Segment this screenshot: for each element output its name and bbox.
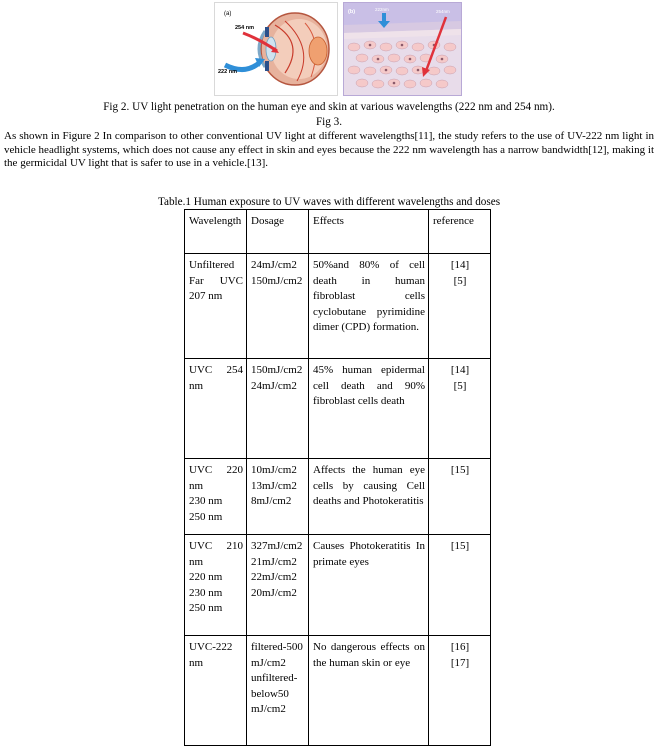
reference-value: [14] [450, 364, 470, 376]
wavelength-value: 250 nm [189, 602, 223, 614]
table-row [185, 636, 491, 746]
reference-value: [17] [450, 656, 470, 669]
dosage-value: 20mJ/cm2 [251, 586, 297, 599]
dosage-value: 10mJ/cm2 [251, 464, 297, 476]
dosage-value: 150mJ/cm2 [251, 274, 303, 287]
skin-diagram-panel [343, 2, 462, 96]
reference-value: [5] [453, 274, 467, 287]
dosage-value: 13mJ/cm2 [251, 479, 297, 492]
reference-value: [14] [450, 259, 470, 271]
cell-effects: Affects the human eye cells by causing Cell deaths and Photokeratitis [309, 459, 429, 535]
skin-illustration [344, 3, 461, 95]
cell-effects: No dangerous effects on the human skin or eye [309, 636, 429, 746]
eye-diagram-panel [214, 2, 338, 96]
reference-value: [5] [453, 379, 467, 392]
panel-b-label: (b) [348, 9, 356, 15]
cell-reference [429, 254, 491, 359]
wavelength-value: UVC 210 nm [189, 540, 243, 568]
cell-dosage [247, 535, 309, 636]
uv-exposure-table [184, 209, 491, 746]
panel-a-label: (a) [224, 11, 232, 17]
table-row [185, 359, 491, 459]
wavelength-value: 230 nm [189, 586, 223, 599]
header-dosage: Dosage [247, 210, 309, 254]
cell-wavelength: UVC 254 nm [185, 359, 247, 459]
table-row [185, 254, 491, 359]
cell-dosage [247, 254, 309, 359]
cell-effects: 45% human epidermal cell death and 90% fibroblast cells death [309, 359, 429, 459]
label-222nm: 222 nm [218, 69, 237, 75]
wavelength-value: 250 nm [189, 510, 223, 523]
figure-2 [214, 2, 462, 96]
table-row [185, 459, 491, 535]
dosage-value: 21mJ/cm2 [251, 555, 297, 568]
header-effects: Effects [309, 210, 429, 254]
cell-reference [429, 459, 491, 535]
figure-2-caption: Fig 2. UV light penetration on the human eye and skin at various wavelengths (222 nm and 254 nm). [103, 101, 555, 113]
reference-value: [16] [450, 641, 470, 653]
cell-wavelength: Unfiltered Far UVC 207 nm [185, 254, 247, 359]
cell-wavelength [185, 459, 247, 535]
cell-wavelength: UVC-222 nm [185, 636, 247, 746]
figure-3-caption: Fig 3. [315, 116, 343, 128]
cell-wavelength [185, 535, 247, 636]
cell-effects: Causes Photokeratitis In primate eyes [309, 535, 429, 636]
label-222nm-skin: 222nm [375, 7, 389, 12]
header-wavelength: Wavelength [185, 210, 247, 254]
wavelength-value: 220 nm [189, 571, 223, 583]
reference-value: [15] [450, 540, 470, 552]
table-caption: Table.1 Human exposure to UV waves with different wavelengths and doses [157, 196, 501, 208]
label-254nm: 254 nm [235, 25, 254, 31]
dosage-value: filtered-500 mJ/cm2 [251, 641, 303, 669]
wavelength-value: 230 nm [189, 495, 223, 507]
table-header-row [185, 210, 491, 254]
reference-value: [15] [450, 464, 470, 476]
cell-dosage [247, 459, 309, 535]
header-reference: reference [429, 210, 491, 254]
dosage-value: 24mJ/cm2 [251, 259, 297, 271]
cell-effects: 50%and 80% of cell death in human fibroblast cells cyclobutane pyrimidine dimer (CPD) formation. [309, 254, 429, 359]
dosage-value: 327mJ/cm2 [251, 540, 303, 552]
cell-dosage [247, 359, 309, 459]
dosage-value: unfiltered-below50 mJ/cm2 [251, 672, 298, 715]
dosage-value: 150mJ/cm2 [251, 364, 303, 376]
eye-illustration [215, 3, 337, 95]
wavelength-value: UVC 220 nm [189, 464, 243, 492]
dosage-value: 24mJ/cm2 [251, 379, 297, 392]
body-paragraph: As shown in Figure 2 In comparison to other conventional UV light at different wavelengths[11], the study refers to the use of UV-222 nm light in vehicle headlight systems, which does not cause any effect in skin and eyes because the 222 nm wavelength has a narrow bandwidth[12], making it the germicidal UV light that is safer to use in a vehicle.[13]. [4, 130, 654, 170]
cell-dosage [247, 636, 309, 746]
table-row [185, 535, 491, 636]
cell-reference [429, 636, 491, 746]
label-254nm-skin: 254nm [436, 9, 450, 14]
cell-reference [429, 359, 491, 459]
cell-reference [429, 535, 491, 636]
dosage-value: 22mJ/cm2 [251, 571, 297, 583]
dosage-value: 8mJ/cm2 [251, 495, 292, 507]
